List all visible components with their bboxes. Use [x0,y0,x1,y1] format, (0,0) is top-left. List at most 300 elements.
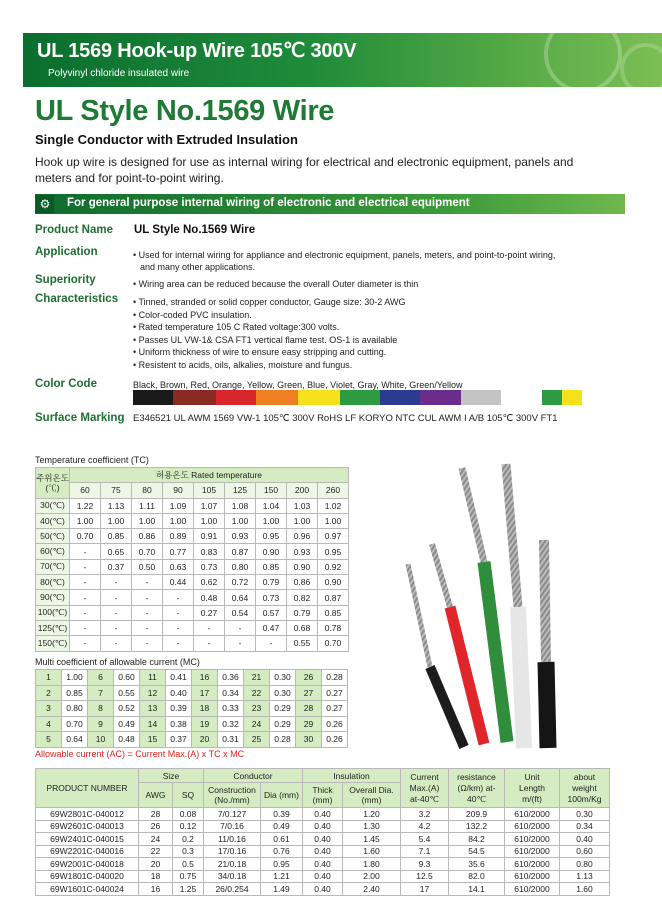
table-row [36,605,349,620]
tc-cell: 0.78 [318,620,349,635]
spec-cell: 54.5 [449,845,505,858]
col-current: Current Max.(A) at-40℃ [401,769,449,808]
mc-cell: 0.85 [62,685,88,701]
tc-cell: - [70,620,101,635]
tc-cell: 0.95 [256,529,287,544]
mc-number: 26 [296,670,322,686]
tc-cell: - [132,636,163,651]
tc-column-header: 80 [132,483,163,498]
table-row [36,544,349,559]
tc-cell: 0.64 [225,590,256,605]
spec-cell: 24 [139,833,173,846]
mc-cell: 0.26 [322,716,348,732]
mc-number: 14 [140,716,166,732]
color-swatch [256,390,298,405]
mc-table-title: Multi coefficient of allowable current (MC) [35,657,200,667]
wire-sample-photo [372,452,634,752]
tc-cell: - [101,636,132,651]
color-swatch [542,390,562,405]
tc-cell: 0.97 [318,529,349,544]
tc-cell: 1.00 [318,513,349,528]
tc-column-header: 125 [225,483,256,498]
characteristics-label: Characteristics [35,293,119,305]
table-row [36,636,349,651]
tc-cell: - [70,559,101,574]
mc-cell: 0.41 [166,670,192,686]
tc-cell: 1.00 [101,513,132,528]
table-row [36,620,349,635]
spec-cell: 0.95 [261,858,303,871]
mc-number: 15 [140,732,166,748]
tc-cell: 1.13 [101,498,132,513]
tc-cell: 1.07 [194,498,225,513]
col-unit-length: Unit Length m/(ft) [505,769,560,808]
spec-cell: 132.2 [449,820,505,833]
table-row [36,808,610,821]
spec-cell: 0.40 [560,833,610,846]
col-construction: Construction (No./mm) [204,783,261,808]
spec-cell: 17/0.16 [204,845,261,858]
mc-number: 10 [88,732,114,748]
application-label: Application [35,246,98,258]
product-number-cell: 69W2601C-040013 [36,820,139,833]
spec-cell: 0.40 [303,820,343,833]
spec-cell: 2.00 [343,870,401,883]
tc-column-header: 90 [163,483,194,498]
page-subtitle: Single Conductor with Extruded Insulation [35,132,298,147]
mc-number: 20 [192,732,218,748]
tc-row-temp: 40(℃) [36,513,70,528]
mc-number: 1 [36,670,62,686]
table-row [36,845,610,858]
tc-cell: 0.48 [194,590,225,605]
mc-cell: 1.00 [62,670,88,686]
col-weight: about weight 100m/Kg [560,769,610,808]
tc-cell: 1.09 [163,498,194,513]
mc-number: 7 [88,685,114,701]
table-row [36,513,349,528]
col-insulation: Insulation [303,769,401,783]
tc-cell: 0.85 [101,529,132,544]
tc-cell: - [163,636,194,651]
spec-cell: 0.08 [173,808,204,821]
mc-cell: 0.70 [62,716,88,732]
tc-cell: 1.00 [70,513,101,528]
spec-cell: 0.40 [303,833,343,846]
tc-column-header-row [36,483,349,498]
tc-cell: 1.00 [287,513,318,528]
spec-cell: 0.80 [560,858,610,871]
mc-cell: 0.27 [322,685,348,701]
mc-cell: 0.28 [322,670,348,686]
tc-cell: 0.55 [287,636,318,651]
col-awg: AWG [139,783,173,808]
tc-cell: 1.04 [256,498,287,513]
tc-cell: - [101,620,132,635]
col-size: Size [139,769,204,783]
mc-number: 16 [192,670,218,686]
characteristic-item: • Tinned, stranded or solid copper conductor, Gauge size: 30-2 AWG [133,297,406,307]
spec-cell: 3.2 [401,808,449,821]
tc-table-title: Temperature coefficient (TC) [35,455,149,465]
product-number-cell: 69W2001C-040018 [36,858,139,871]
mc-cell: 0.32 [218,716,244,732]
mc-cell: 0.40 [166,685,192,701]
mc-number: 30 [296,732,322,748]
banner-title: UL 1569 Hook-up Wire 105℃ 300V [37,40,357,62]
spec-cell: 7/0.16 [204,820,261,833]
tc-cell: - [132,605,163,620]
mc-cell: 0.60 [114,670,140,686]
spec-cell: 610/2000 [505,820,560,833]
mc-cell: 0.27 [322,701,348,717]
spec-cell: 14.1 [449,883,505,896]
tc-cell: 0.93 [225,529,256,544]
product-number-cell: 69W1801C-040020 [36,870,139,883]
superiority-value: • Wiring area can be reduced because the overall Outer diameter is thin [133,279,419,289]
table-row [36,883,610,896]
color-swatch [380,390,420,405]
mc-number: 29 [296,716,322,732]
characteristic-item: • Uniform thickness of wire to ensure easy stripping and cutting. [133,347,387,357]
spec-cell: 1.49 [261,883,303,896]
tc-cell: - [70,636,101,651]
mc-cell: 0.36 [218,670,244,686]
tc-row-temp: 60(℃) [36,544,70,559]
tc-rated-header: 허용온도 Rated temperature [70,468,349,483]
tc-cell: 0.89 [163,529,194,544]
application-line-1: • Used for internal wiring for appliance and electronic equipment, panels, meters, and point-to-point wiring, [133,250,556,260]
tc-cell: 0.96 [287,529,318,544]
tc-row-temp: 80(℃) [36,575,70,590]
characteristic-item: • Passes UL VW-1& CSA FT1 vertical flame test. OS-1 is available [133,334,398,345]
tc-cell: 0.65 [101,544,132,559]
tc-cell: 0.90 [287,559,318,574]
spec-cell: 1.30 [343,820,401,833]
tc-cell: 1.00 [132,513,163,528]
tc-cell: 0.90 [256,544,287,559]
tc-cell: 0.87 [225,544,256,559]
tc-cell: - [194,620,225,635]
tc-cell: 0.83 [194,544,225,559]
product-number-cell: 69W2401C-040015 [36,833,139,846]
spec-cell: 82.0 [449,870,505,883]
spec-cell: 0.40 [303,870,343,883]
characteristic-item: • Resistent to acids, oils, alkalies, moisture and fungus. [133,359,353,370]
spec-cell: 34/0.18 [204,870,261,883]
tc-cell: - [70,575,101,590]
superiority-label: Superiority [35,274,96,286]
spec-cell: 5.4 [401,833,449,846]
spec-cell: 0.12 [173,820,204,833]
tc-cell: - [225,620,256,635]
intro-paragraph: Hook up wire is designed for use as internal wiring for electrical and electronic equipment, panels and meters and for point-to-point wiring. [35,155,574,185]
tc-cell: 1.00 [194,513,225,528]
spec-cell: 28 [139,808,173,821]
tc-cell: 1.00 [225,513,256,528]
mc-cell: 0.55 [114,685,140,701]
mc-number: 8 [88,701,114,717]
tc-column-header: 105 [194,483,225,498]
tc-cell: 0.85 [256,559,287,574]
table-row [36,498,349,513]
mc-cell: 0.29 [270,701,296,717]
mc-number: 13 [140,701,166,717]
tc-cell: 0.44 [163,575,194,590]
tc-cell: 0.86 [132,529,163,544]
tc-cell: 0.37 [101,559,132,574]
decorative-circle [544,33,622,87]
table-row [36,716,348,732]
spec-cell: 0.39 [261,808,303,821]
tc-cell: 0.86 [287,575,318,590]
spec-cell: 1.25 [173,883,204,896]
tc-cell: - [101,605,132,620]
mc-cell: 0.30 [270,685,296,701]
tc-row-temp: 150(℃) [36,636,70,651]
spec-cell: 0.60 [560,845,610,858]
col-resistance: resistance (Ω/km) at-40℃ [449,769,505,808]
table-row [36,670,348,686]
color-swatch [298,390,340,405]
mc-number: 3 [36,701,62,717]
spec-cell: 1.45 [343,833,401,846]
spec-cell: 610/2000 [505,870,560,883]
table-row [36,529,349,544]
tc-cell: 0.95 [318,544,349,559]
spec-table [35,768,610,896]
spec-cell: 26 [139,820,173,833]
color-swatch [420,390,461,405]
tc-cell: - [194,636,225,651]
allowable-current-note: Allowable current (AC) = Current Max.(A) x TC x MC [35,749,245,759]
tc-row-temp: 125(℃) [36,620,70,635]
black-wire [546,662,548,748]
spec-cell: 11/0.16 [204,833,261,846]
color-swatch [340,390,380,405]
spec-cell: 7/0.127 [204,808,261,821]
spec-cell: 18 [139,870,173,883]
mc-number: 22 [244,685,270,701]
spec-cell: 22 [139,845,173,858]
table-row [36,833,610,846]
spec-cell: 0.75 [173,870,204,883]
tc-row-temp: 50(℃) [36,529,70,544]
tc-cell: 1.03 [287,498,318,513]
spec-cell: 610/2000 [505,808,560,821]
tc-cell: 0.72 [225,575,256,590]
tc-cell: 0.91 [194,529,225,544]
mc-number: 25 [244,732,270,748]
table-row [36,732,348,748]
spec-cell: 35.6 [449,858,505,871]
tc-cell: 1.00 [256,513,287,528]
color-code-value: Black, Brown, Red, Orange, Yellow, Green, Blue, Violet, Gray, White, Green/Yellow [133,380,463,390]
table-row [36,559,349,574]
decorative-circle [620,43,662,87]
mc-number: 24 [244,716,270,732]
color-swatch [501,390,542,405]
tc-cell: 1.11 [132,498,163,513]
mc-cell: 0.39 [166,701,192,717]
mc-cell: 0.52 [114,701,140,717]
tc-cell: 1.22 [70,498,101,513]
mc-number: 12 [140,685,166,701]
tc-cell: 1.00 [163,513,194,528]
tc-cell: 0.80 [225,559,256,574]
mc-number: 23 [244,701,270,717]
application-line-2: and many other applications. [140,262,256,272]
tc-column-header: 60 [70,483,101,498]
purpose-banner-text: For general purpose internal wiring of electronic and electrical equipment [67,197,470,209]
color-swatch [216,390,256,405]
spec-cell: 4.2 [401,820,449,833]
table-row [36,685,348,701]
tc-cell: 0.63 [163,559,194,574]
spec-cell: 610/2000 [505,883,560,896]
tc-row-temp: 100(℃) [36,605,70,620]
mc-table [35,669,348,748]
tc-cell: 0.27 [194,605,225,620]
tc-cell: 0.77 [163,544,194,559]
spec-cell: 84.2 [449,833,505,846]
tc-cell: 0.92 [318,559,349,574]
tc-cell: - [256,636,287,651]
characteristic-item: • Rated temperature 105 C Rated voltage:300 volts. [133,322,340,332]
product-name-label: Product Name [35,224,113,236]
tc-cell: 0.47 [256,620,287,635]
mc-number: 27 [296,685,322,701]
banner-subtitle: Polyvinyl chloride insulated wire [48,68,190,79]
spec-cell: 20 [139,858,173,871]
color-swatch [173,390,216,405]
characteristic-item: • Color-coded PVC insulation. [133,309,252,320]
tc-cell: - [132,620,163,635]
tc-column-header: 75 [101,483,132,498]
mc-cell: 0.38 [166,716,192,732]
color-swatch-bar [133,390,582,405]
tc-cell: 0.85 [318,605,349,620]
wire-strand [544,540,546,662]
spec-cell: 1.60 [343,845,401,858]
tc-cell: 0.73 [256,590,287,605]
spec-cell: 0.61 [261,833,303,846]
mc-cell: 0.48 [114,732,140,748]
mc-number: 21 [244,670,270,686]
spec-cell: 0.40 [303,808,343,821]
spec-cell: 17 [401,883,449,896]
tc-cell: 0.70 [132,544,163,559]
table-row [36,820,610,833]
mc-number: 11 [140,670,166,686]
spec-cell: 0.30 [560,808,610,821]
mc-cell: 0.80 [62,701,88,717]
mc-number: 6 [88,670,114,686]
col-conductor: Conductor [204,769,303,783]
mc-number: 18 [192,701,218,717]
mc-cell: 0.33 [218,701,244,717]
tc-column-header: 260 [318,483,349,498]
col-sq: SQ [173,783,204,808]
mc-number: 19 [192,716,218,732]
tc-cell: 0.62 [194,575,225,590]
tc-cell: - [132,590,163,605]
mc-cell: 0.37 [166,732,192,748]
mc-cell: 0.49 [114,716,140,732]
tc-cell: 0.79 [256,575,287,590]
spec-cell: 209.9 [449,808,505,821]
spec-cell: 12.5 [401,870,449,883]
product-number-cell: 69W2201C-040016 [36,845,139,858]
tc-cell: 1.02 [318,498,349,513]
surface-marking-value: E346521 UL AWM 1569 VW-1 105℃ 300V RoHS LF KORYO NTC CUL AWM I A/B 105℃ 300V FT1 [133,413,558,424]
tc-table [35,467,349,652]
tc-column-header: 150 [256,483,287,498]
tc-cell: 1.08 [225,498,256,513]
product-name-value: UL Style No.1569 Wire [134,224,256,236]
tc-row-temp: 70(℃) [36,559,70,574]
tc-cell: 0.57 [256,605,287,620]
tc-cell: 0.54 [225,605,256,620]
color-swatch [461,390,501,405]
spec-cell: 0.5 [173,858,204,871]
tc-cell: - [225,636,256,651]
mc-number: 4 [36,716,62,732]
spec-cell: 610/2000 [505,858,560,871]
tc-ambient-header: 주위온도 (℃) [36,468,70,499]
spec-cell: 0.40 [303,845,343,858]
mc-number: 9 [88,716,114,732]
tc-cell: - [163,620,194,635]
table-row [36,575,349,590]
tc-cell: 0.70 [70,529,101,544]
spec-cell: 0.40 [303,883,343,896]
product-number-cell: 69W2801C-040012 [36,808,139,821]
tc-cell: - [70,590,101,605]
spec-cell: 26/0.254 [204,883,261,896]
mc-number: 17 [192,685,218,701]
table-row [36,701,348,717]
mc-cell: 0.30 [270,670,296,686]
surface-marking-label: Surface Marking [35,412,125,424]
spec-cell: 0.2 [173,833,204,846]
mc-cell: 0.26 [322,732,348,748]
spec-cell: 0.3 [173,845,204,858]
tc-cell: 0.90 [318,575,349,590]
mc-number: 2 [36,685,62,701]
tc-cell: - [101,590,132,605]
spec-cell: 0.40 [303,858,343,871]
page-title: UL Style No.1569 Wire [35,95,335,127]
tc-cell: 0.79 [287,605,318,620]
tc-cell: - [70,605,101,620]
col-overall-dia: Overall Dia. (mm) [343,783,401,808]
tc-row-temp: 30(℃) [36,498,70,513]
spec-cell: 0.34 [560,820,610,833]
mc-number: 28 [296,701,322,717]
spec-cell: 1.21 [261,870,303,883]
tc-column-header: 200 [287,483,318,498]
tc-cell: - [163,605,194,620]
tc-row-temp: 90(℃) [36,590,70,605]
tc-cell: 0.50 [132,559,163,574]
tc-cell: 0.68 [287,620,318,635]
mc-cell: 0.31 [218,732,244,748]
col-dia: Dia (mm) [261,783,303,808]
characteristics-list [133,296,405,371]
table-row [36,858,610,871]
color-code-label: Color Code [35,378,97,390]
